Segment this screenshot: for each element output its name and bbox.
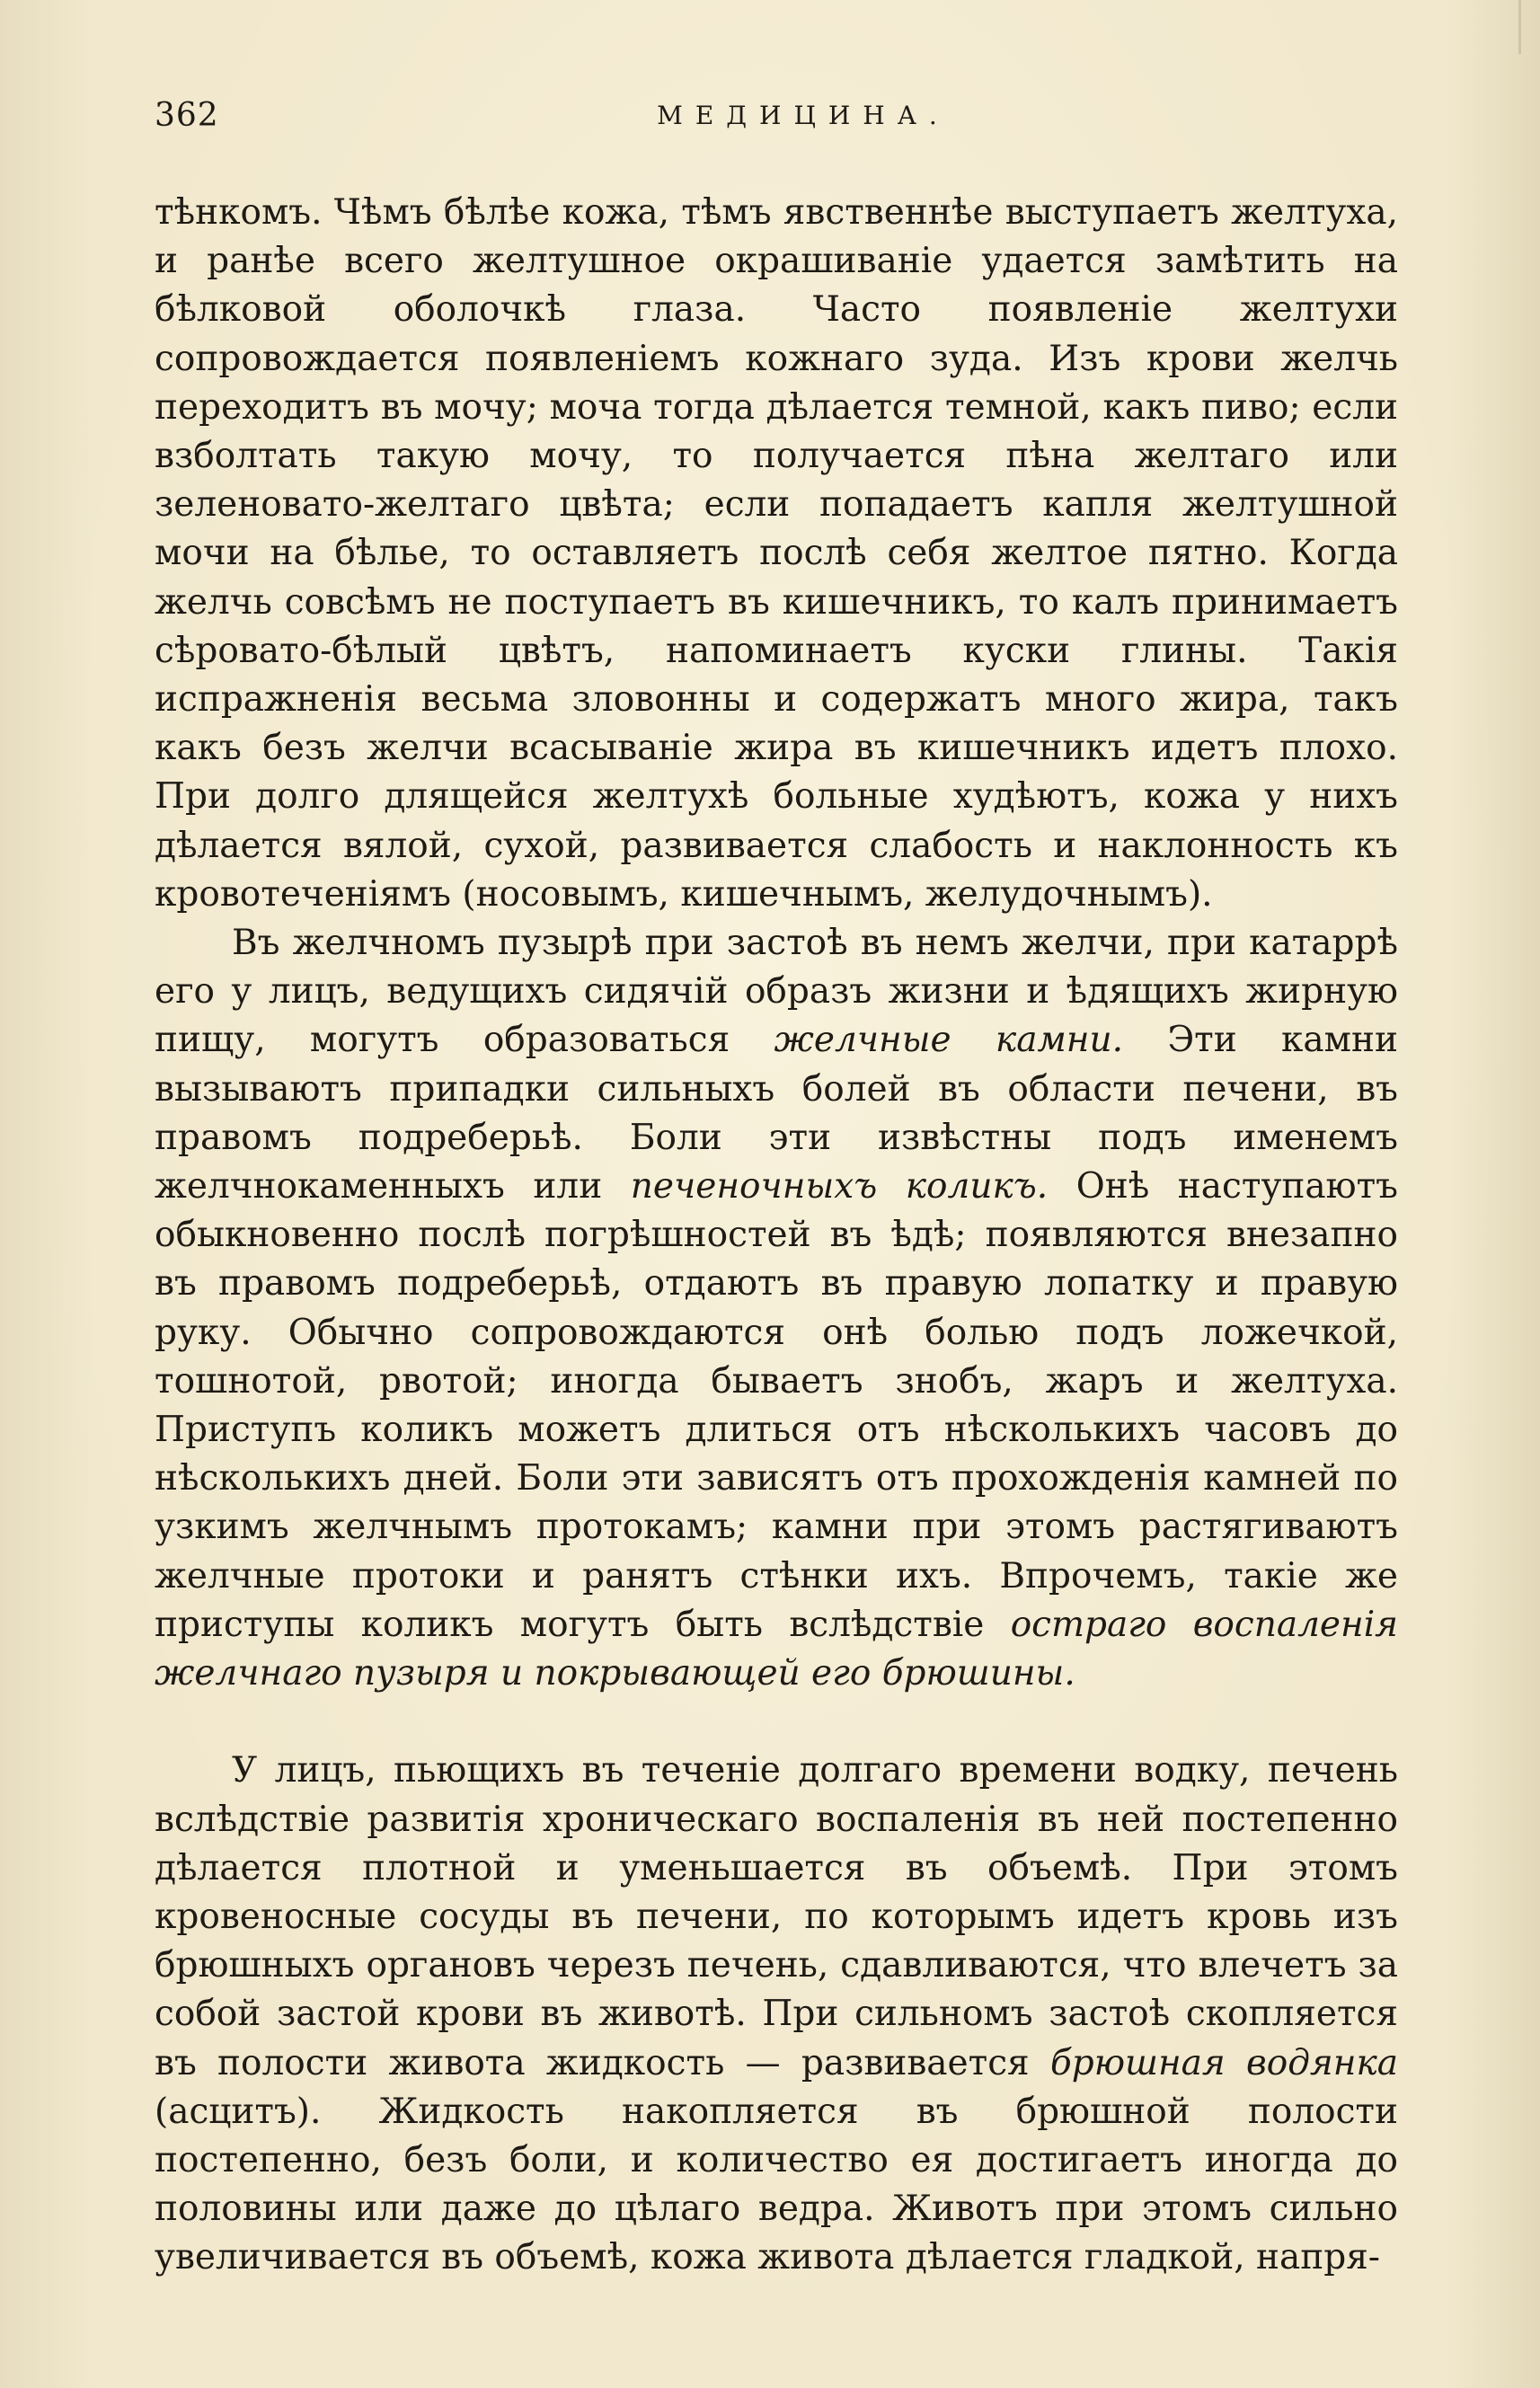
paragraph-text: Эти камни вызываютъ припадки сильныхъ болей въ области печени, въ правомъ подреберьѣ. Боли эти извѣстны подъ именемъ желчнокаменныхъ или <box>155 1020 1399 1207</box>
italic-term: печеночныхъ коликъ. <box>630 1166 1049 1207</box>
paragraph-text: У лицъ, пьющихъ въ теченіе долгаго времени водку, печень вслѣдствіе развитія хроническаго воспаленія въ ней постепенно дѣлается плотной и уменьшается въ объемѣ. При этомъ кровеносные сосуды въ печени, по которымъ идетъ кровь изъ брюшныхъ органовъ черезъ печень, сдавливаются, что влечетъ за собой застой крови въ животѣ. При сильномъ застоѣ скопляется въ полости живота жидкость — развивается <box>155 1750 1398 2083</box>
italic-term: желчные камни. <box>774 1020 1123 1061</box>
paragraph-jaundice <box>155 189 1398 919</box>
section-gap <box>155 1698 1398 1747</box>
body-text <box>155 189 1398 2283</box>
running-title: МЕДИЦИНА. <box>657 101 950 130</box>
paragraph-cirrhosis <box>155 1747 1398 2282</box>
edge-mark <box>1518 0 1521 54</box>
paragraph-text: тѣнкомъ. Чѣмъ бѣлѣе кожа, тѣмъ явственнѣе выступаетъ желтуха, и ранѣе всего желтушное окрашиваніе удается замѣтить на бѣлковой оболочкѣ глаза. Часто появленіе желтухи сопровождается появленіемъ кожнаго зуда. Изъ крови желчь переходитъ въ мочу; моча тогда дѣлается темной, какъ пиво; если взболтать такую мочу, то получается пѣна желтаго или зеленовато-желтаго цвѣта; если попадаетъ капля желтушной мочи на бѣлье, то оставляетъ послѣ себя желтое пятно. Когда желчь совсѣмъ не поступаетъ въ кишечникъ, то калъ принимаетъ сѣровато-бѣлый цвѣтъ, напоминаетъ куски глины. Такія испражненія весьма зловонны и содержатъ много жира, такъ какъ безъ желчи всасываніе жира въ кишечникъ идетъ плохо. При долго длящейся желтухѣ больные худѣютъ, кожа у нихъ дѣлается вялой, сухой, развивается слабость и наклонность къ кровотеченіямъ (носовымъ, кишечнымъ, желудочнымъ). <box>155 192 1398 915</box>
page-number: 362 <box>155 97 219 134</box>
italic-term: брюшная водянка <box>1049 2042 1398 2083</box>
running-head <box>155 97 1398 142</box>
paragraph-gallstones <box>155 919 1398 1698</box>
italic-term: остраго воспаленія желчнаго пузыря и покрывающей его брюшины. <box>155 1604 1398 1694</box>
paragraph-text: (асцитъ). Жидкость накопляется въ брюшной полости постепенно, безъ боли, и количество ея достигаетъ иногда до половины или даже до цѣлаго ведра. Животъ при этомъ сильно увеличивается въ объемѣ, кожа живота дѣлается гладкой, напря- <box>155 2091 1398 2278</box>
paragraph-text: Онѣ наступаютъ обыкновенно послѣ погрѣшностей въ ѣдѣ; появляются внезапно въ правомъ подреберьѣ, отдаютъ въ правую лопатку и правую руку. Обычно сопровождаются онѣ болью подъ ложечкой, тошнотой, рвотой; иногда бываетъ знобъ, жаръ и желтуха. Приступъ коликъ можетъ длиться отъ нѣсколькихъ часовъ до нѣсколькихъ дней. Боли эти зависятъ отъ прохожденія камней по узкимъ желчнымъ протокамъ; камни при этомъ растягиваютъ желчные протоки и ранятъ стѣнки ихъ. Впрочемъ, такіе же приступы коликъ могутъ быть вслѣдствіе <box>155 1166 1398 1645</box>
paragraph-text: Въ желчномъ пузырѣ при застоѣ въ немъ желчи, при катаррѣ его у лицъ, ведущихъ сидячій образъ жизни и ѣдящихъ жирную пищу, могутъ образоваться <box>155 923 1398 1061</box>
